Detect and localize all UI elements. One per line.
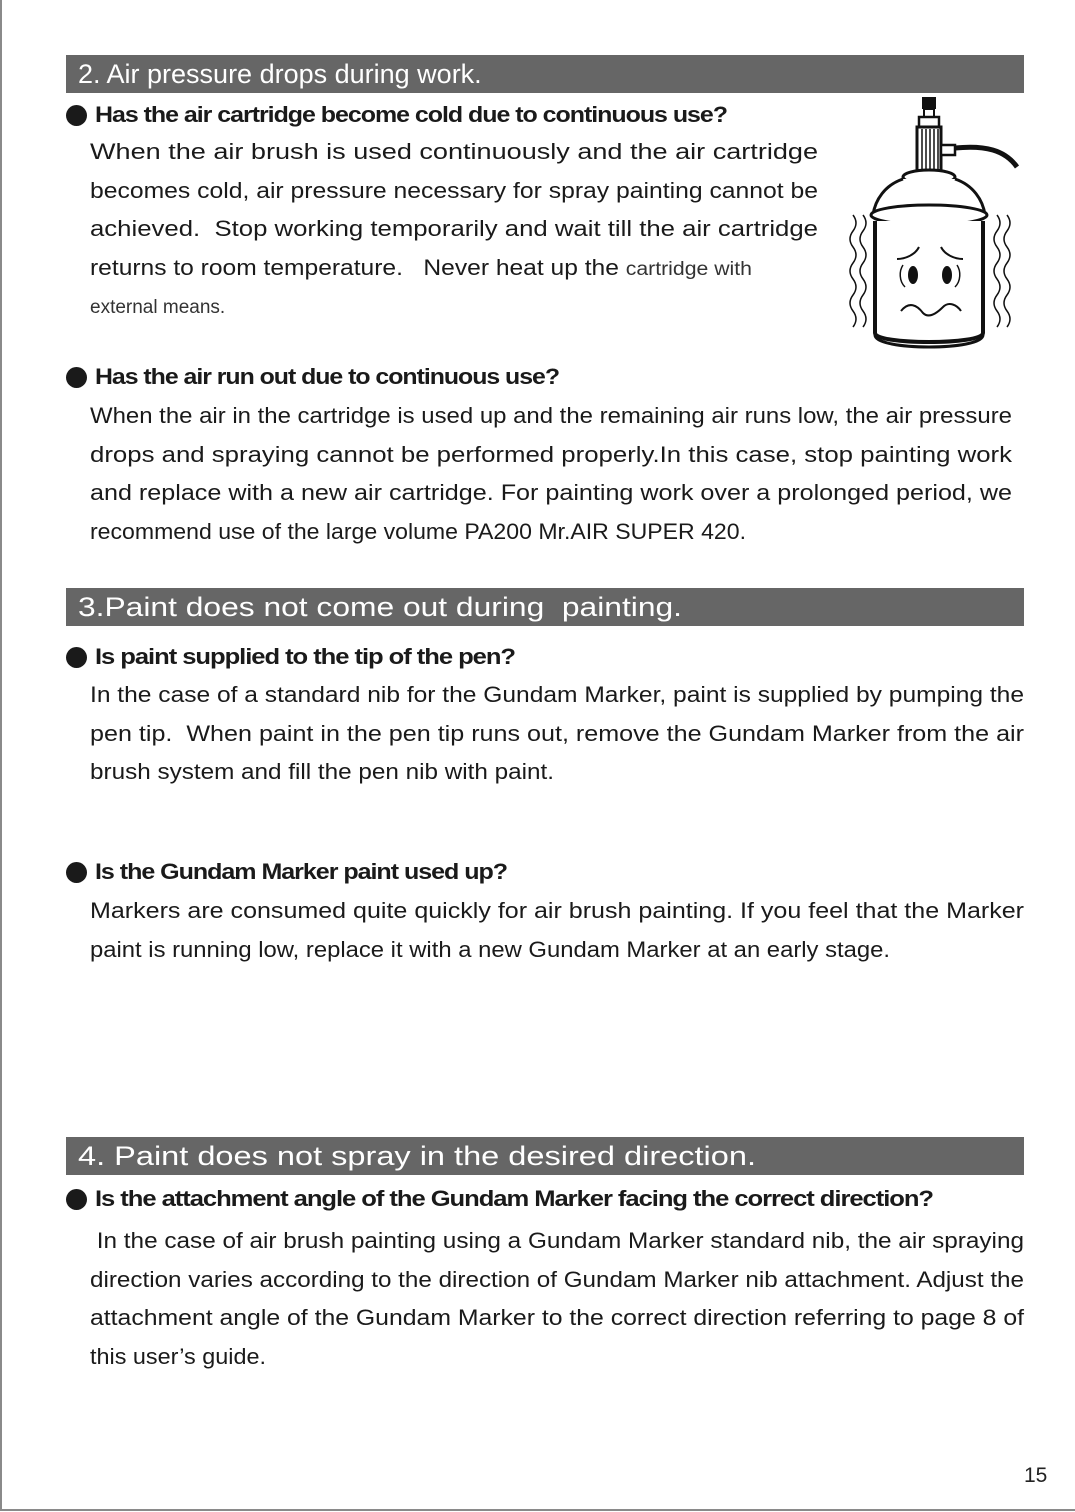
hose (955, 147, 1017, 167)
answer-cartridge-cold (90, 133, 818, 327)
question-air-run-out (66, 363, 559, 391)
section-title: 4. Paint does not spray in the desired direction. (78, 1141, 756, 1171)
section-2-header: 2. Air pressure drops during work. (66, 55, 1024, 93)
body-line: brush system and fill the pen nib with paint. (90, 759, 554, 784)
answer-attachment-angle (90, 1222, 1024, 1376)
question-attachment-angle (66, 1185, 933, 1213)
question-paint-supplied (66, 643, 515, 671)
page-border-bottom (0, 1509, 1075, 1511)
valve-cap (922, 97, 936, 109)
question-heading: Is the Gundam Marker paint used up? (95, 859, 507, 884)
body-line: Markers are consumed quite quickly for air brush painting. If you feel that the Marker (90, 898, 1024, 923)
bullet-icon (66, 367, 87, 388)
body-line: and replace with a new air cartridge. For painting work over a prolonged period, we (90, 480, 1012, 505)
question-heading: Is the attachment angle of the Gundam Marker facing the correct direction? (95, 1186, 933, 1211)
bullet-icon (66, 647, 87, 668)
bullet-icon (66, 1189, 87, 1210)
body-line: In the case of air brush painting using a Gundam Marker standard nib, the air spraying (90, 1228, 1024, 1253)
bullet-icon (66, 862, 87, 883)
body-line: drops and spraying cannot be performed properly.In this case, stop painting work (90, 441, 1012, 467)
section-4-header (66, 1137, 1024, 1175)
answer-air-run-out (90, 397, 1012, 551)
body-line: achieved. Stop working temporarily and wait till the air cartridge (90, 216, 818, 241)
body-line: returns to room temperature. Never heat up the (90, 254, 626, 280)
body-line-mixed (90, 249, 752, 290)
body-line: external means. (90, 297, 226, 318)
page-number: 15 (1024, 1464, 1048, 1487)
question-cartridge-cold (66, 101, 727, 129)
can-body (875, 221, 983, 342)
left-eye (908, 266, 918, 284)
body-line: paint is running low, replace it with a new Gundam Marker at an early stage. (90, 936, 890, 962)
page-border-left (0, 0, 2, 1510)
body-line: direction varies according to the direction of Gundam Marker nib attachment. Adjust the (90, 1266, 1024, 1292)
body-line: pen tip. When paint in the pen tip runs out, remove the Gundam Marker from the air (90, 720, 1024, 746)
body-line: attachment angle of the Gundam Marker to the correct direction referring to page 8 of (90, 1305, 1024, 1330)
right-eye (942, 266, 952, 284)
answer-paint-supplied (90, 676, 1024, 792)
cold-air-cartridge-illustration (845, 95, 1020, 355)
body-line-tail: cartridge with (625, 258, 752, 280)
question-marker-used-up (66, 858, 507, 886)
section-title: 3.Paint does not come out during painting. (78, 592, 682, 622)
question-heading: Is paint supplied to the tip of the pen? (95, 644, 515, 669)
body-line: this user’s guide. (90, 1343, 266, 1369)
question-heading: Has the air cartridge become cold due to continuous use? (95, 102, 727, 127)
body-line: When the air in the cartridge is used up and the remaining air runs low, the air pressure (90, 403, 1012, 428)
bullet-icon (66, 105, 87, 126)
body-line: recommend use of the large volume PA200 Mr.AIR SUPER 420. (90, 518, 746, 544)
answer-marker-used-up (90, 892, 1024, 969)
question-heading: Has the air run out due to continuous use? (95, 364, 559, 389)
body-line: When the air brush is used continuously and the air cartridge (90, 139, 818, 164)
body-line: In the case of a standard nib for the Gundam Marker, paint is supplied by pumping the (90, 682, 1024, 707)
section-3-header (66, 588, 1024, 626)
hose-connector (941, 145, 955, 155)
body-line: becomes cold, air pressure necessary for spray painting cannot be (90, 177, 818, 203)
